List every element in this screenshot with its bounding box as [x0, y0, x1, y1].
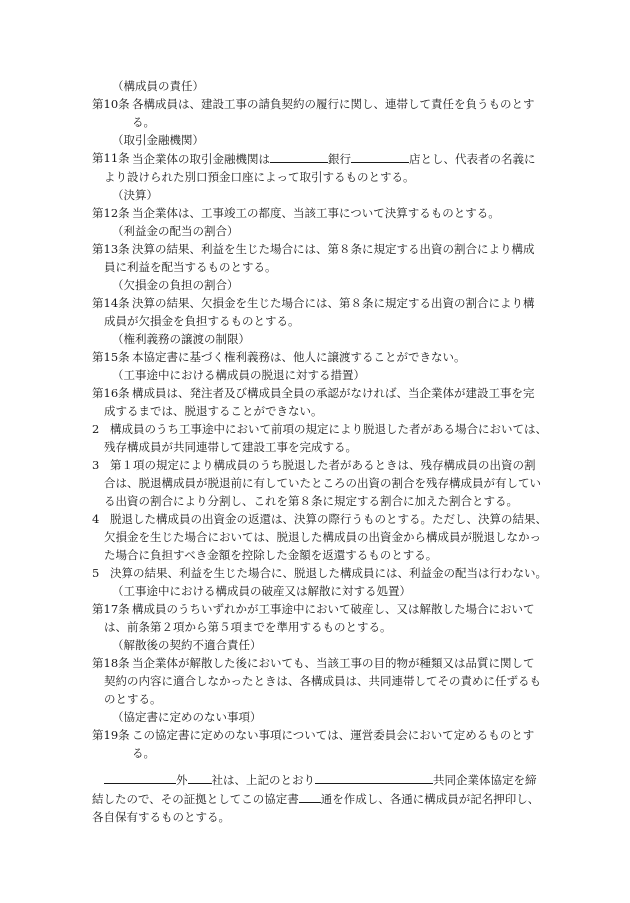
article-19 — [92, 726, 552, 762]
article-15 — [92, 348, 552, 366]
article-number: 第17条 — [92, 602, 130, 616]
article-number: 第13条 — [92, 242, 130, 256]
article-text: は、前条第２項から第５項までを準用するものとする。 — [104, 620, 392, 634]
article-text: 員に利益を配当するものとする。 — [104, 260, 277, 274]
article-number: 第19条 — [92, 728, 130, 742]
item-number: 3 — [92, 458, 100, 472]
article-number: 第12条 — [92, 206, 130, 220]
section-heading: （欠損金の負担の割合） — [112, 278, 239, 292]
agreement-text — [92, 77, 552, 826]
article-16-item-3 — [92, 456, 552, 474]
item-text: 第１項の規定により構成員のうち脱退した者があるときは、残存構成員の出資の割 — [110, 458, 536, 472]
article-text: 当企業体の取引金融機関は — [132, 152, 270, 166]
article-text: この協定書に定めのない事項については、運営委員会において定めるものとする。 — [132, 728, 535, 760]
article-number: 第10条 — [92, 97, 130, 111]
blank-field — [315, 770, 433, 784]
article-number: 第16条 — [92, 386, 130, 400]
section-heading: （取引金融機関） — [112, 133, 204, 147]
article-text: 当企業体が解散した後においても、当該工事の目的物が種類又は品質に関して — [132, 656, 535, 670]
article-text: 契約の内容に適合しなかったときは、各構成員は、共同連帯してその責めに任ずるも — [104, 674, 541, 688]
article-number: 第18条 — [92, 656, 130, 670]
item-number: 4 — [92, 512, 100, 526]
article-text: 各構成員は、建設工事の請負契約の履行に関し、連帯して責任を負うものとする。 — [132, 97, 535, 129]
section-heading: （協定書に定めのない事項） — [112, 710, 262, 724]
article-text: のとする。 — [104, 692, 162, 706]
article-text: より設けられた別口預金口座によって取引するものとする。 — [104, 170, 415, 184]
item-number: 5 — [92, 566, 100, 580]
item-text: る出資の割合により分割し、これを第８条に規定する割合に加えた割合とする。 — [104, 494, 518, 508]
item-text: 構成員のうち工事途中において前項の規定により脱退した者がある場合においては、 — [110, 422, 547, 436]
article-text: 決算の結果、利益を生じた場合には、第８条に規定する出資の割合により構成 — [132, 242, 535, 256]
blank-field — [104, 770, 176, 784]
item-number: 2 — [92, 422, 100, 436]
article-text: 決算の結果、欠損金を生じた場合には、第８条に規定する出資の割合により構 — [132, 296, 535, 310]
article-16 — [92, 384, 552, 402]
article-number: 第15条 — [92, 350, 130, 364]
article-text: 本協定書に基づく権利義務は、他人に譲渡することができない。 — [132, 350, 466, 364]
section-heading: （決算） — [112, 188, 158, 202]
article-12 — [92, 204, 552, 222]
closing-text: 外 — [176, 773, 188, 787]
closing-text: 社は、上記のとおり — [211, 773, 315, 787]
closing-text: 通を作成し、各通に構成員が記名押印し、 — [320, 792, 540, 806]
article-16-item-4 — [92, 510, 552, 528]
article-16-item-5 — [92, 564, 552, 582]
item-text: 欠損金を生じた場合においては、脱退した構成員の出資金から構成員が脱退しなかっ — [104, 530, 541, 544]
closing-text: 結したので、その証拠としてこの協定書 — [92, 792, 299, 806]
section-heading: （構成員の責任） — [112, 79, 204, 93]
section-heading: （工事途中における構成員の脱退に対する措置） — [112, 368, 365, 382]
blank-field — [270, 149, 328, 163]
article-number: 第14条 — [92, 296, 130, 310]
blank-field — [188, 770, 212, 784]
closing-text: 各自保有するものとする。 — [92, 810, 230, 824]
article-14 — [92, 294, 552, 312]
item-text: 脱退した構成員の出資金の返還は、決算の際行うものとする。ただし、決算の結果、 — [110, 512, 547, 526]
article-10 — [92, 95, 552, 131]
item-text: た場合に負担すべき金額を控除した金額を返還するものとする。 — [104, 548, 438, 562]
blank-field — [299, 789, 321, 803]
item-text: 合は、脱退構成員が脱退前に有していたところの出資の割合を残存構成員が有してい — [104, 476, 541, 490]
closing-paragraph — [92, 770, 552, 826]
article-11 — [92, 149, 552, 168]
closing-text: 共同企業体協定を締 — [433, 773, 537, 787]
article-17 — [92, 600, 552, 618]
section-heading: （解散後の契約不適合責任） — [112, 638, 262, 652]
article-text: 成員が欠損金を負担するものとする。 — [104, 314, 300, 328]
article-text: 当企業体は、工事竣工の都度、当該工事について決算するものとする。 — [132, 206, 500, 220]
article-text: 店とし、代表者の名義に — [409, 152, 536, 166]
article-text: 成するまでは、脱退することができない。 — [104, 404, 323, 418]
section-heading: （権利義務の譲渡の制限） — [112, 332, 250, 346]
article-13 — [92, 240, 552, 258]
section-heading: （利益金の配当の割合） — [112, 224, 239, 238]
article-number: 第11条 — [92, 151, 130, 165]
item-text: 決算の結果、利益を生じた場合に、脱退した構成員には、利益金の配当は行わない。 — [110, 566, 547, 580]
article-text: 構成員のうちいずれかが工事途中において破産し、又は解散した場合において — [132, 602, 535, 616]
section-heading: （工事途中における構成員の破産又は解散に対する処置） — [112, 584, 411, 598]
article-text: 銀行 — [328, 152, 351, 166]
item-text: 残存構成員が共同連帯して建設工事を完成する。 — [104, 440, 357, 454]
blank-field — [351, 149, 409, 163]
article-16-item-2 — [92, 420, 552, 438]
article-18 — [92, 654, 552, 672]
article-text: 構成員は、発注者及び構成員全員の承認がなければ、当企業体が建設工事を完 — [132, 386, 535, 400]
